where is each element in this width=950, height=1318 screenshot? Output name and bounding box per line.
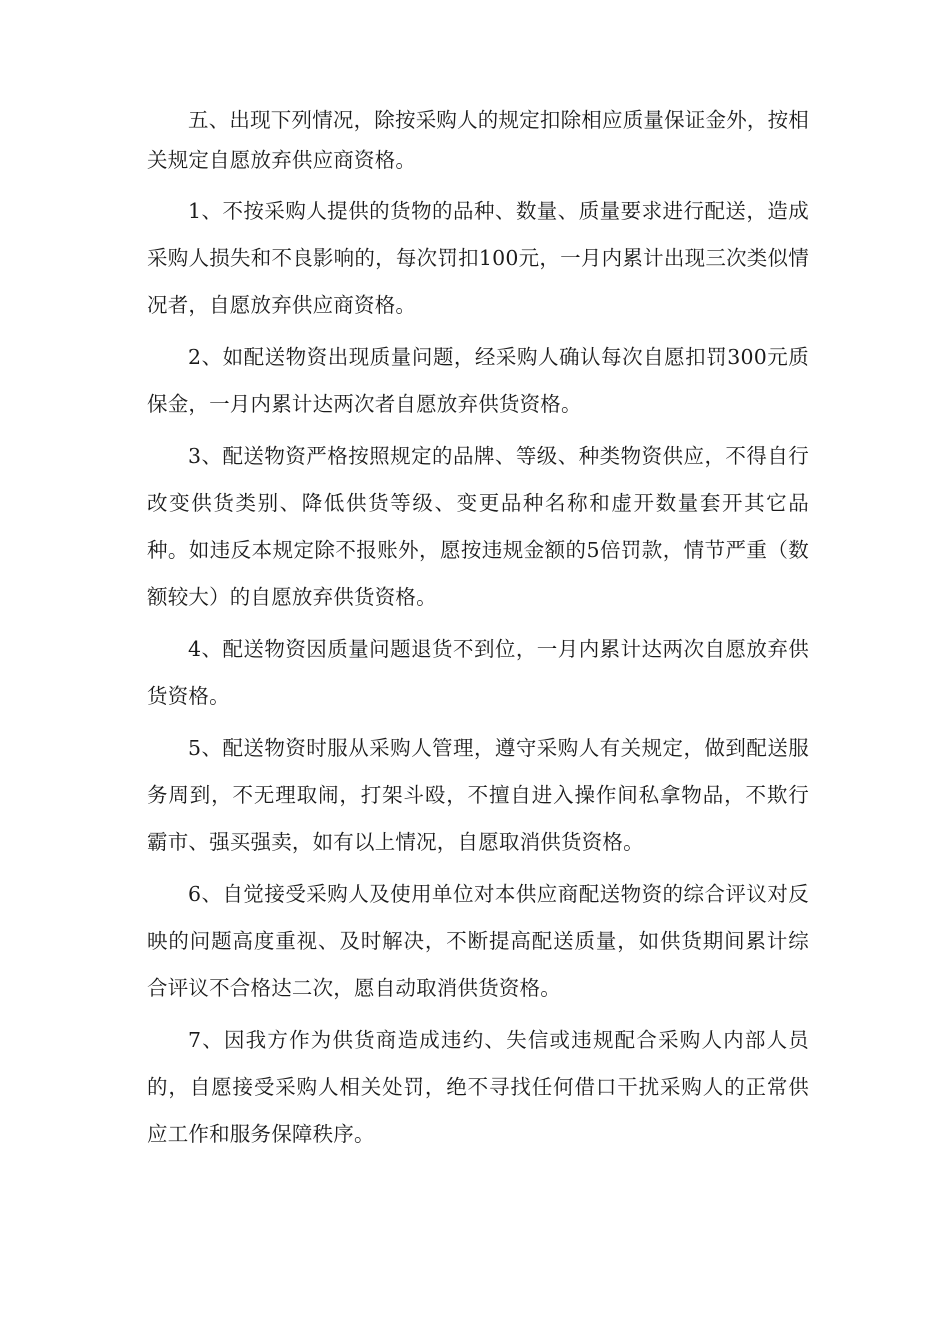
paragraph-item-6: 6、自觉接受采购人及使用单位对本供应商配送物资的综合评议对反映的问题高度重视、及时解决，不断提高配送质量，如供货期间累计综合评议不合格达二次，愿自动取消供货资格。 [147, 882, 809, 1000]
document-body [147, 100, 809, 1163]
paragraph-section-five: 五、出现下列情况，除按采购人的规定扣除相应质量保证金外，按相关规定自愿放弃供应商资格。 [147, 108, 809, 172]
paragraph-item-4: 4、配送物资因质量问题退货不到位，一月内累计达两次自愿放弃供货资格。 [147, 637, 809, 708]
paragraph-item-3: 3、配送物资严格按照规定的品牌、等级、种类物资供应，不得自行改变供货类别、降低供货等级、变更品种名称和虚开数量套开其它品种。如违反本规定除不报账外，愿按违规金额的5倍罚款，情节严重（数额较大）的自愿放弃供货资格。 [147, 444, 809, 609]
paragraph-item-5: 5、配送物资时服从采购人管理，遵守采购人有关规定，做到配送服务周到，不无理取闹，打架斗殴，不擅自进入操作间私拿物品，不欺行霸市、强买强卖，如有以上情况，自愿取消供货资格。 [147, 736, 809, 854]
paragraph-item-7: 7、因我方作为供货商造成违约、失信或违规配合采购人内部人员的，自愿接受采购人相关处罚，绝不寻找任何借口干扰采购人的正常供应工作和服务保障秩序。 [147, 1028, 809, 1146]
paragraph-item-1: 1、不按采购人提供的货物的品种、数量、质量要求进行配送，造成采购人损失和不良影响的，每次罚扣100元，一月内累计出现三次类似情况者，自愿放弃供应商资格。 [147, 199, 809, 317]
paragraph-item-2: 2、如配送物资出现质量问题，经采购人确认每次自愿扣罚300元质保金，一月内累计达两次者自愿放弃供货资格。 [147, 345, 809, 416]
